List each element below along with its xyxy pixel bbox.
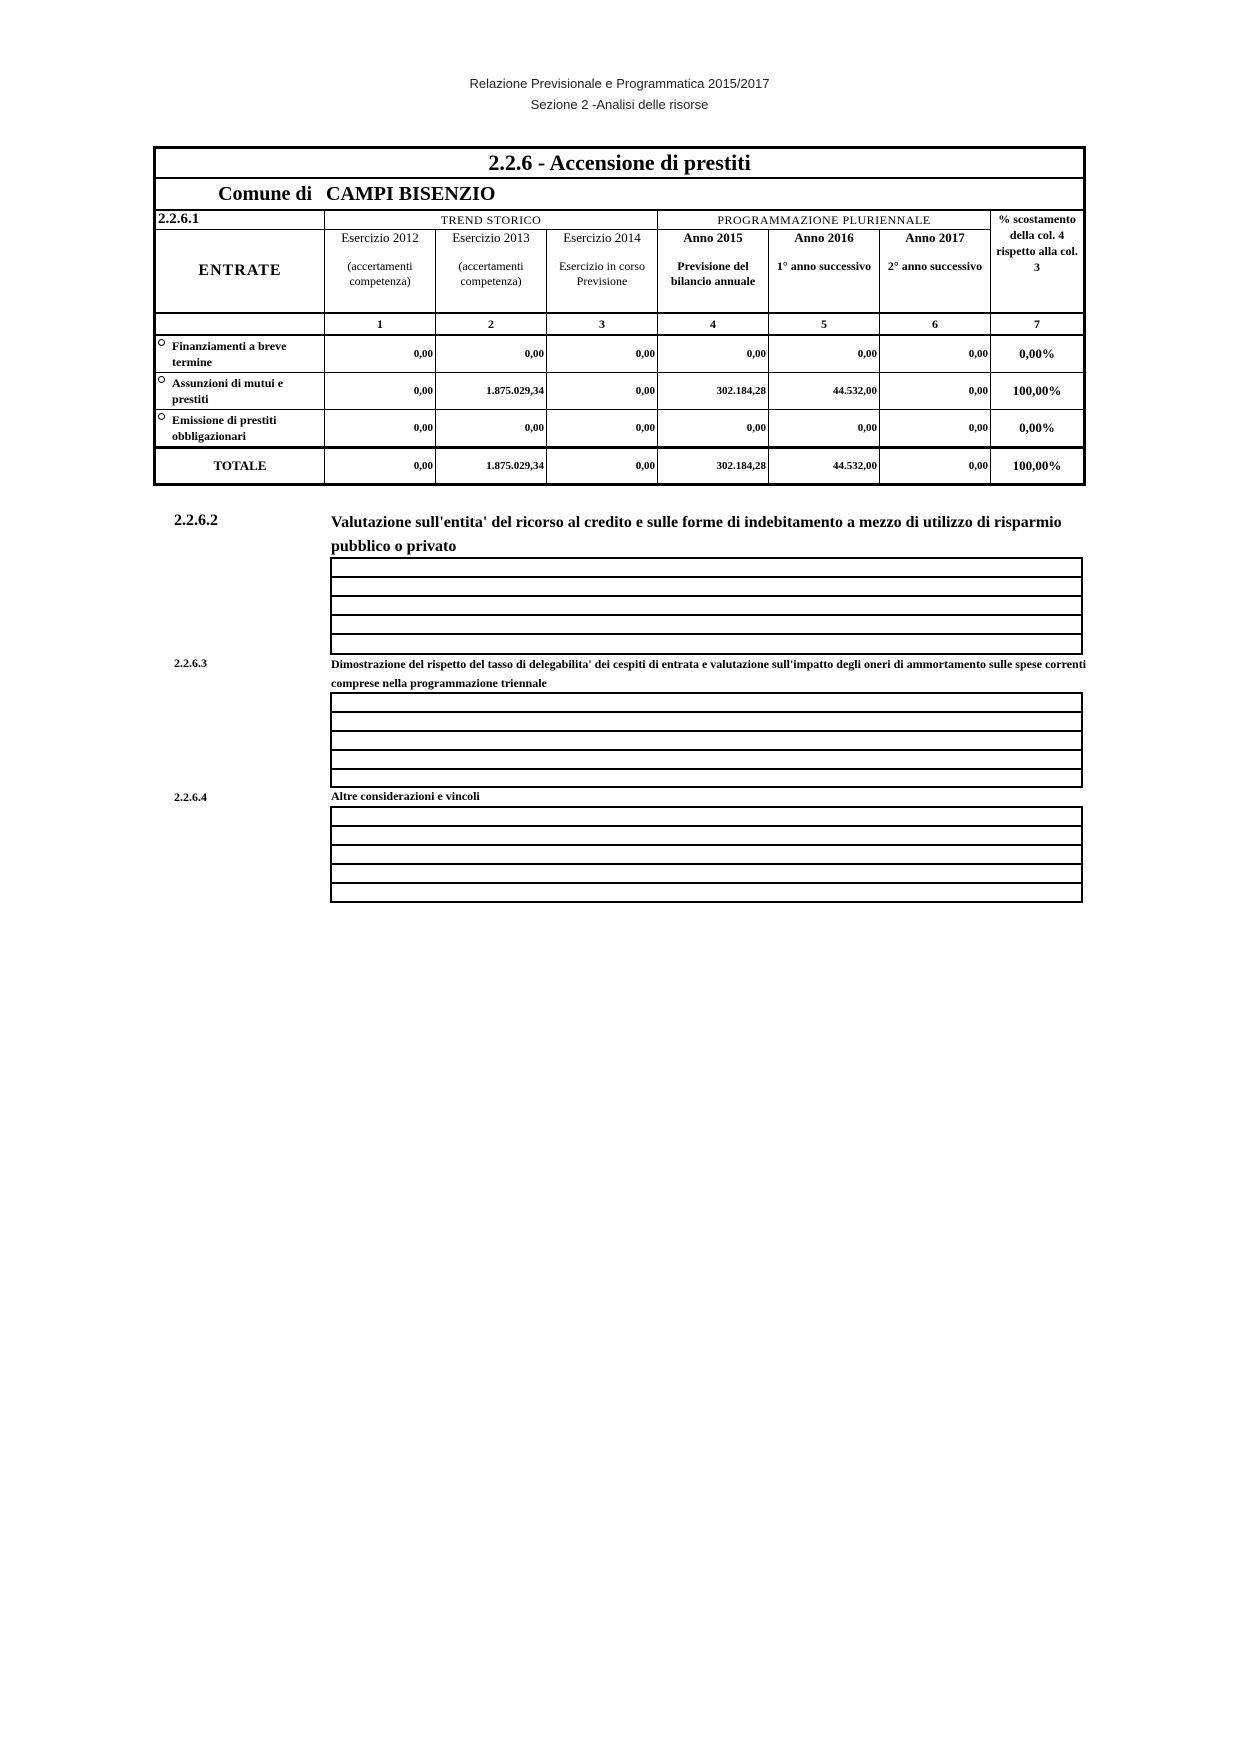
comune-name: CAMPI BISENZIO <box>326 182 496 205</box>
col-header-2-line1: Esercizio 2013 <box>452 230 530 245</box>
col-header-2 <box>436 230 547 314</box>
blank-lines-2-2-6-3 <box>330 692 1083 788</box>
bullet-icon <box>158 413 165 420</box>
col-number-6: 6 <box>880 313 991 335</box>
header-line-2: Sezione 2 -Analisi delle risorse <box>530 97 709 112</box>
accensione-prestiti-table <box>153 146 1086 486</box>
value-cell: 0,00 <box>325 335 436 373</box>
col-number-4: 4 <box>658 313 769 335</box>
table-row <box>155 373 1085 410</box>
value-cell: 302.184,28 <box>658 373 769 410</box>
total-value-cell: 0,00 <box>547 448 658 485</box>
col-number-3: 3 <box>547 313 658 335</box>
row-label-cell <box>155 410 325 448</box>
value-cell: 0,00 <box>769 410 880 448</box>
col-header-3-line2: Esercizio in corso Previsione <box>559 259 645 288</box>
col-header-6 <box>880 230 991 314</box>
total-value-cell: 0,00 <box>880 448 991 485</box>
col-header-4 <box>658 230 769 314</box>
bullet-icon <box>158 339 165 346</box>
table-title: 2.2.6 - Accensione di prestiti <box>155 148 1085 179</box>
col-header-3 <box>547 230 658 314</box>
col-header-2-line2: (accertamenti competenza) <box>458 259 524 288</box>
section-code-2-2-6-4: 2.2.6.4 <box>174 790 207 804</box>
col-number-7: 7 <box>991 313 1085 335</box>
group-trend-storico: TREND STORICO <box>325 210 658 230</box>
table-row <box>155 335 1085 373</box>
section-text-2-2-6-4: Altre considerazioni e vincoli <box>331 789 480 803</box>
col-header-4-line1: Anno 2015 <box>683 230 743 245</box>
value-cell: 0,00 <box>547 335 658 373</box>
value-cell: 0,00 <box>436 410 547 448</box>
section-code-2-2-6-1: 2.2.6.1 <box>155 210 325 230</box>
value-cell: 0,00 <box>436 335 547 373</box>
pct-cell: 0,00% <box>991 335 1085 373</box>
section-code-2-2-6-3: 2.2.6.3 <box>174 656 207 670</box>
col-header-1-line1: Esercizio 2012 <box>341 230 419 245</box>
total-label: TOTALE <box>155 448 325 485</box>
table-row <box>155 410 1085 448</box>
row-label-cell <box>155 335 325 373</box>
bullet-icon <box>158 376 165 383</box>
section-text-2-2-6-3: Dimostrazione del rispetto del tasso di delegabilita' dei cespiti di entrata e valutazione sull'impatto degli oneri di ammortamento sulle spese correnti comprese nella programmazione triennale <box>331 657 1087 690</box>
blank-lines-2-2-6-2 <box>330 557 1083 655</box>
col-header-6-line1: Anno 2017 <box>905 230 965 245</box>
total-value-cell: 1.875.029,34 <box>436 448 547 485</box>
row-label: Finanziamenti a breve termine <box>172 339 287 369</box>
value-cell: 44.532,00 <box>769 373 880 410</box>
row-label-cell <box>155 373 325 410</box>
value-cell: 0,00 <box>769 335 880 373</box>
col-header-1-line2: (accertamenti competenza) <box>347 259 413 288</box>
col-header-5 <box>769 230 880 314</box>
value-cell: 0,00 <box>658 410 769 448</box>
col-header-4-line2: Previsione del bilancio annuale <box>670 259 756 288</box>
total-value-cell: 0,00 <box>325 448 436 485</box>
num-cell-blank <box>155 313 325 335</box>
total-pct-cell: 100,00% <box>991 448 1085 485</box>
pct-header: % scostamento della col. 4 rispetto alla col. 3 <box>991 210 1085 313</box>
section-text-2-2-6-2: Valutazione sull'entita' del ricorso al credito e sulle forme di indebitamento a mezzo di utilizzo di risparmio pubblico o privato <box>331 514 1062 555</box>
col-header-5-line1: Anno 2016 <box>794 230 854 245</box>
entrate-label: ENTRATE <box>155 230 325 314</box>
col-header-6-line2: 2° anno successivo <box>887 259 983 273</box>
value-cell: 0,00 <box>547 410 658 448</box>
total-value-cell: 44.532,00 <box>769 448 880 485</box>
value-cell: 0,00 <box>325 373 436 410</box>
value-cell: 0,00 <box>880 410 991 448</box>
total-value-cell: 302.184,28 <box>658 448 769 485</box>
col-header-5-line2: 1° anno successivo <box>776 259 872 273</box>
col-header-3-line1: Esercizio 2014 <box>563 230 641 245</box>
section-code-2-2-6-2: 2.2.6.2 <box>174 512 218 529</box>
comune-label: Comune di <box>218 182 312 205</box>
comune-row <box>155 178 1085 210</box>
value-cell: 0,00 <box>880 335 991 373</box>
value-cell: 0,00 <box>547 373 658 410</box>
col-header-1 <box>325 230 436 314</box>
value-cell: 0,00 <box>658 335 769 373</box>
pct-cell: 100,00% <box>991 373 1085 410</box>
pct-cell: 0,00% <box>991 410 1085 448</box>
blank-lines-2-2-6-4 <box>330 806 1083 903</box>
value-cell: 0,00 <box>880 373 991 410</box>
col-number-2: 2 <box>436 313 547 335</box>
group-programmazione: PROGRAMMAZIONE PLURIENNALE <box>658 210 991 230</box>
row-label: Assunzioni di mutui e prestiti <box>172 376 284 406</box>
value-cell: 0,00 <box>325 410 436 448</box>
col-number-1: 1 <box>325 313 436 335</box>
header-line-1: Relazione Previsionale e Programmatica 2015/2017 <box>469 76 770 91</box>
total-row <box>155 448 1085 485</box>
row-label: Emissione di prestiti obbligazionari <box>172 413 277 443</box>
value-cell: 1.875.029,34 <box>436 373 547 410</box>
col-number-5: 5 <box>769 313 880 335</box>
